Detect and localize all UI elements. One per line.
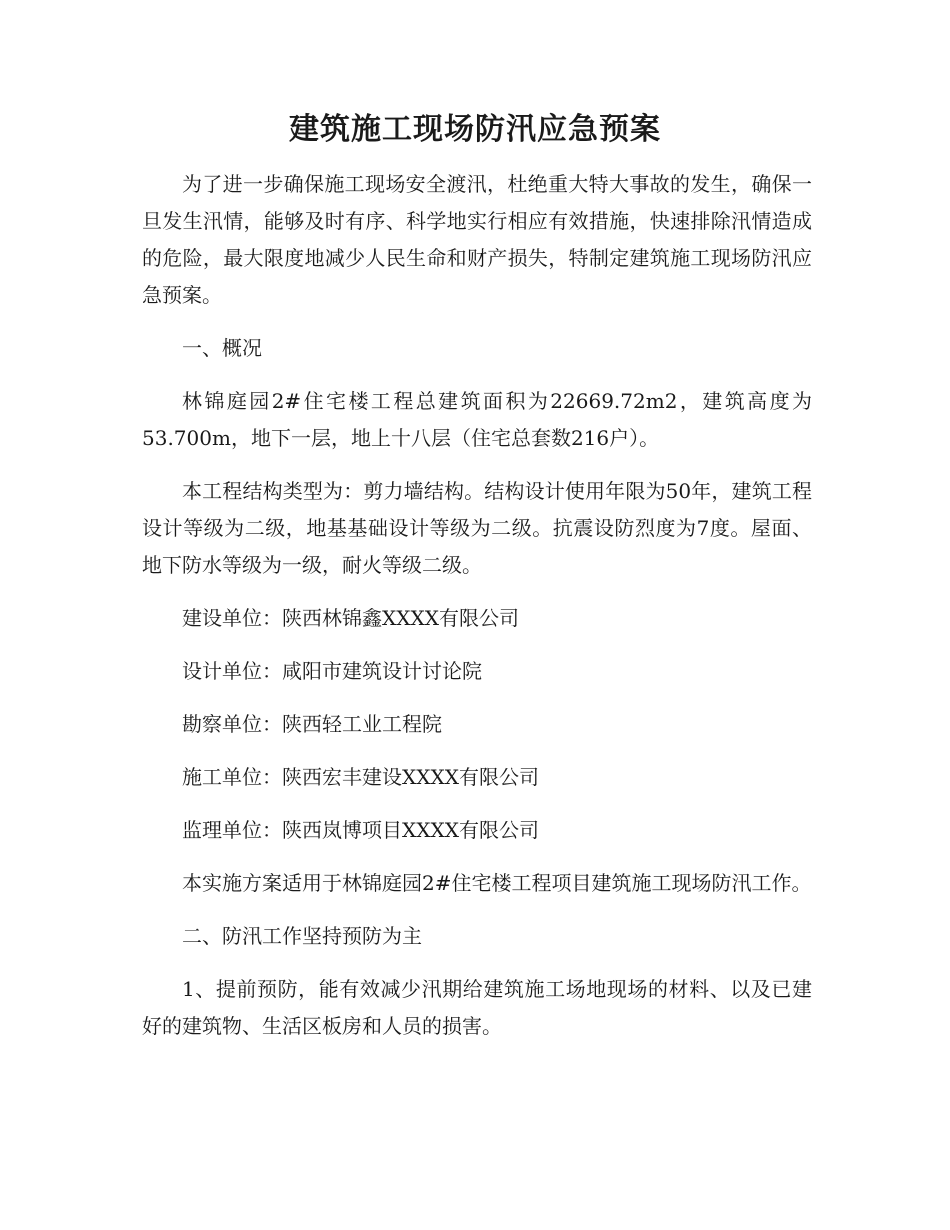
survey-unit-line: 勘察单位：陕西轻工业工程院 (182, 712, 442, 736)
construction-unit-line: 建设单位：陕西林锦鑫XXXX有限公司 (182, 606, 519, 630)
document-body (142, 166, 812, 1045)
section-heading-prevention: 二、防汛工作坚持预防为主 (182, 924, 422, 948)
structure-paragraph: 本工程结构类型为：剪力墙结构。结构设计使用年限为50年，建筑工程设计等级为二级，地基基础设计等级为二级。抗震设防烈度为7度。屋面、地下防水等级为一级，耐火等级二级。 (142, 479, 812, 577)
section-heading-overview: 一、概况 (182, 336, 262, 360)
prevention-item-1: 1、提前预防，能有效减少汛期给建筑施工场地现场的材料、以及已建好的建筑物、生活区板房和人员的损害。 (142, 977, 812, 1038)
intro-paragraph: 为了进一步确保施工现场安全渡汛，杜绝重大特大事故的发生，确保一旦发生汛情，能够及时有序、科学地实行相应有效措施，快速排除汛情造成的危险，最大限度地减少人民生命和财产损失，特制定建筑施工现场防汛应急预案。 (142, 172, 812, 307)
project-area-paragraph: 林锦庭园2#住宅楼工程总建筑面积为22669.72m2，建筑高度为53.700m，地下一层，地上十八层（住宅总套数216户）。 (142, 389, 812, 450)
design-unit-line: 设计单位：咸阳市建筑设计讨论院 (182, 659, 482, 683)
supervision-unit-line: 监理单位：陕西岚博项目XXXX有限公司 (182, 818, 539, 842)
scope-paragraph: 本实施方案适用于林锦庭园2#住宅楼工程项目建筑施工现场防汛工作。 (182, 871, 812, 895)
document-title: 建筑施工现场防汛应急预案 (289, 112, 661, 147)
contractor-unit-line: 施工单位：陕西宏丰建设XXXX有限公司 (182, 765, 539, 789)
